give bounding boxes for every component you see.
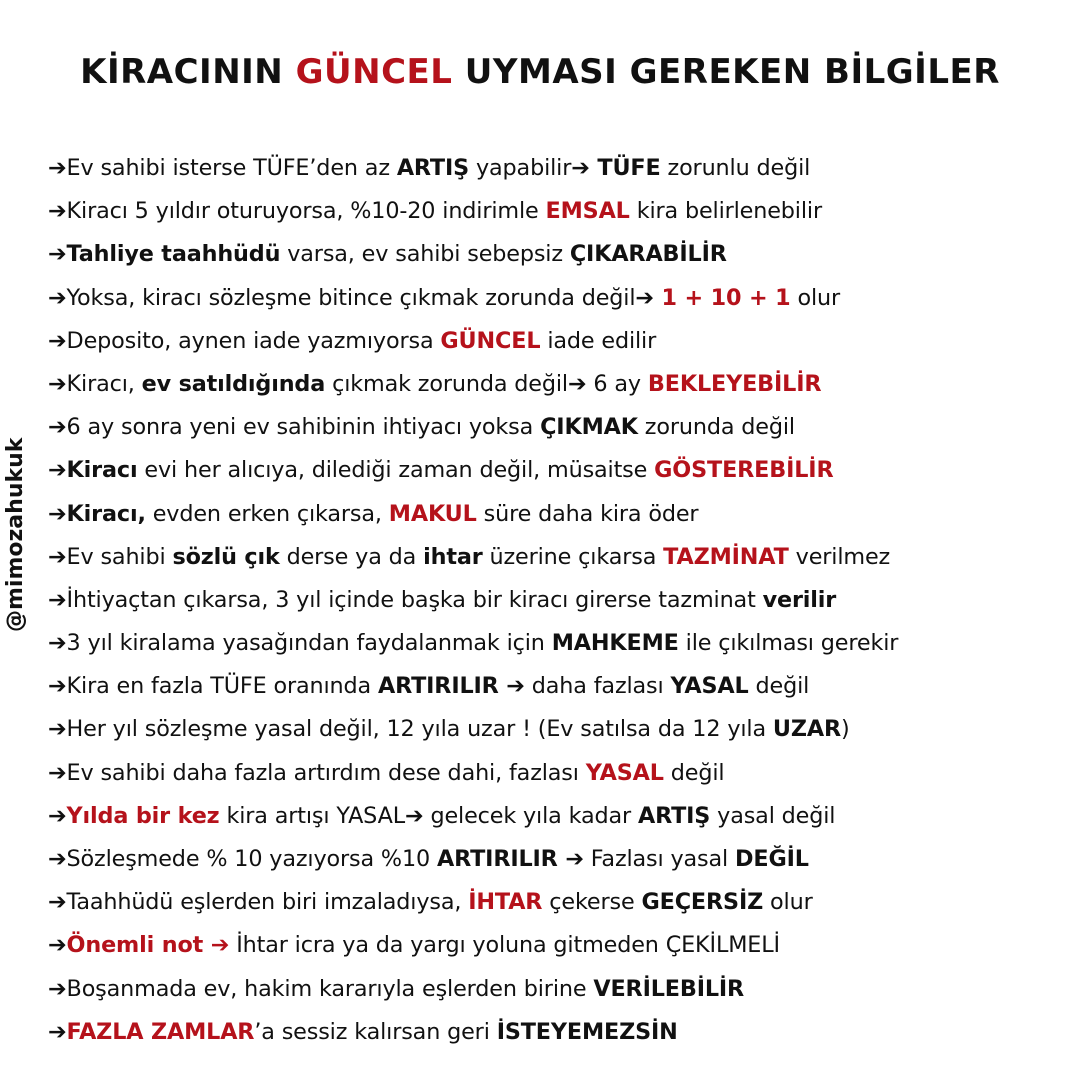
rule-text: zorunlu değil (660, 155, 811, 181)
bold-text: DEĞİL (735, 846, 809, 872)
rule-text: İhtar icra ya da yargı yoluna gitmeden ÇEKİLMELİ (229, 932, 780, 959)
bold-text: ➔ (635, 284, 662, 311)
rule-text: ’a sessiz kalırsan geri (254, 1018, 497, 1045)
bold-text: ➔ (404, 802, 424, 829)
bold-text: verilir (762, 586, 837, 613)
arrow-icon: ➔ (48, 155, 67, 181)
rule-text: kira belirlenebilir (629, 198, 822, 225)
bold-text: ARTIŞ (637, 802, 711, 829)
highlight-text: BEKLEYEBİLİR (647, 370, 822, 397)
rule-text: 6 ay (586, 370, 648, 397)
watermark-handle: @mimozahukuk (3, 437, 28, 632)
rule-text: ) (841, 716, 850, 743)
rule-line (48, 924, 1068, 967)
rule-text: değil (748, 673, 810, 700)
rule-text: yasal değil (710, 802, 836, 829)
rule-line (48, 233, 1068, 276)
arrow-icon: ➔ (48, 543, 67, 570)
rule-text: Kiracı, (66, 370, 142, 397)
rule-text: Kiracı 5 yıldır oturuyorsa, %10-20 indirimle (66, 198, 546, 225)
rule-line (48, 406, 1068, 449)
arrow-icon: ➔ (48, 673, 67, 700)
bold-text: TÜFE (597, 155, 661, 181)
arrow-icon: ➔ (48, 630, 67, 657)
rule-line (48, 1011, 1068, 1054)
page-title (0, 52, 1080, 92)
rule-text: Ev sahibi isterse TÜFE’den az (66, 155, 397, 181)
title-highlight: GÜNCEL (295, 52, 453, 92)
bold-text: GEÇERSİZ (641, 889, 764, 916)
bold-text: YASAL (670, 673, 749, 700)
rule-text: olur (790, 284, 841, 311)
rule-text: Ev sahibi daha fazla artırdım dese dahi, fazlası (66, 759, 586, 786)
arrow-icon: ➔ (48, 198, 67, 225)
rule-line (48, 968, 1068, 1011)
rule-text: evden erken çıkarsa, (145, 500, 389, 527)
rule-text: zorunda değil (637, 414, 795, 441)
rule-text: ile çıkılması gerekir (678, 630, 899, 657)
bold-text: Kiracı, (66, 500, 146, 527)
bold-text: MAHKEME (551, 630, 679, 657)
bold-text: İSTEYEMEZSİN (496, 1018, 678, 1045)
bold-text: ➔ (498, 673, 525, 700)
rule-line (48, 881, 1068, 924)
rule-line (48, 190, 1068, 233)
arrow-icon: ➔ (48, 802, 67, 829)
rule-text: olur (763, 889, 813, 916)
bold-text: VERİLEBİLİR (593, 975, 745, 1002)
highlight-text: Yılda bir kez (66, 802, 220, 829)
rules-list (48, 147, 1068, 1054)
rule-text: Taahhüdü eşlerden biri imzaladıysa, (66, 889, 469, 916)
rule-text: Yoksa, kiracı sözleşme bitince çıkmak zorunda değil (66, 284, 636, 311)
rule-line (48, 363, 1068, 406)
bold-text: ARTIŞ (396, 155, 470, 181)
rule-line (48, 795, 1068, 838)
rule-text: verilmez (788, 543, 891, 570)
arrow-icon: ➔ (48, 414, 67, 441)
rule-text: gelecek yıla kadar (423, 802, 638, 829)
rule-line (48, 449, 1068, 492)
arrow-icon: ➔ (48, 241, 67, 268)
arrow-icon: ➔ (48, 327, 67, 354)
rule-text: derse ya da (279, 543, 424, 570)
arrow-icon: ➔ (48, 932, 67, 959)
arrow-icon: ➔ (48, 284, 67, 311)
highlight-text: YASAL (585, 759, 664, 786)
highlight-text: GÜNCEL (440, 327, 541, 354)
rule-text: Boşanmada ev, hakim kararıyla eşlerden birine (66, 975, 594, 1002)
title-part-1: KİRACININ (80, 52, 296, 92)
highlight-text: İHTAR (468, 889, 543, 916)
rule-line (48, 579, 1068, 622)
arrow-icon: ➔ (48, 889, 67, 916)
rule-text: evi her alıcıya, dilediği zaman değil, müsaitse (137, 457, 655, 484)
rule-line (48, 320, 1068, 363)
arrow-icon: ➔ (48, 846, 67, 872)
rule-text: 3 yıl kiralama yasağından faydalanmak için (66, 630, 552, 657)
rule-line (48, 277, 1068, 320)
rule-text: 6 ay sonra yeni ev sahibinin ihtiyacı yoksa (66, 414, 541, 441)
rule-text: daha fazlası (524, 673, 671, 700)
rule-text: çıkmak zorunda değil (325, 370, 568, 397)
bold-text: UZAR (772, 716, 842, 743)
highlight-text: EMSAL (545, 198, 630, 225)
bold-text: Tahliye taahhüdü (66, 241, 281, 268)
arrow-icon: ➔ (48, 975, 67, 1002)
bold-text: ➔ (567, 370, 587, 397)
rule-text: iade edilir (540, 327, 657, 354)
rule-line (48, 665, 1068, 708)
rule-text: Ev sahibi (66, 543, 173, 570)
bold-text: ➔ (571, 155, 598, 181)
bold-text: ARTIRILIR (436, 846, 558, 872)
rule-text: Sözleşmede % 10 yazıyorsa %10 (66, 846, 437, 872)
arrow-icon: ➔ (48, 759, 67, 786)
rule-line (48, 752, 1068, 795)
rule-text: üzerine çıkarsa (482, 543, 664, 570)
rule-text: süre daha kira öder (476, 500, 699, 527)
bold-text: ev satıldığında (141, 370, 326, 397)
arrow-icon: ➔ (48, 716, 67, 743)
bold-text: sözlü çık (172, 543, 280, 570)
bold-text: ihtar (423, 543, 483, 570)
bold-text: ÇIKARABİLİR (569, 241, 727, 268)
highlight-text: FAZLA ZAMLAR (66, 1018, 255, 1045)
bold-text: ➔ (557, 846, 584, 872)
rule-text: Kira en fazla TÜFE oranında (66, 673, 378, 700)
rule-line (48, 147, 1068, 190)
rule-line (48, 493, 1068, 536)
title-part-3: UYMASI GEREKEN BİLGİLER (452, 52, 1000, 92)
arrow-icon: ➔ (48, 457, 67, 484)
arrow-icon: ➔ (48, 370, 67, 397)
bold-text: ARTIRILIR (377, 673, 499, 700)
rule-line (48, 838, 1068, 881)
highlight-text: GÖSTEREBİLİR (654, 457, 834, 484)
rule-text: değil (663, 759, 725, 786)
arrow-icon: ➔ (48, 500, 67, 527)
rule-text: çekerse (542, 889, 642, 916)
rule-text: Fazlası yasal (583, 846, 736, 872)
bold-text: ÇIKMAK (540, 414, 638, 441)
highlight-text: TAZMİNAT (663, 543, 789, 570)
rule-line (48, 536, 1068, 579)
rule-text: yapabilir (469, 155, 572, 181)
rule-text: varsa, ev sahibi sebepsiz (280, 241, 570, 268)
rule-text: Deposito, aynen iade yazmıyorsa (66, 327, 441, 354)
highlight-text: MAKUL (388, 500, 477, 527)
rule-text: İhtiyaçtan çıkarsa, 3 yıl içinde başka bir kiracı girerse tazminat (66, 586, 763, 613)
highlight-text: 1 + 10 + 1 (661, 284, 791, 311)
rule-text: kira artışı YASAL (219, 802, 405, 829)
bold-text: Kiracı (66, 457, 138, 484)
arrow-icon: ➔ (48, 1018, 67, 1045)
arrow-icon: ➔ (48, 586, 67, 613)
rule-line (48, 622, 1068, 665)
highlight-text: Önemli not ➔ (66, 932, 230, 959)
rule-text: Her yıl sözleşme yasal değil, 12 yıla uzar ! (Ev satılsa da 12 yıla (66, 716, 773, 743)
rule-line (48, 708, 1068, 751)
